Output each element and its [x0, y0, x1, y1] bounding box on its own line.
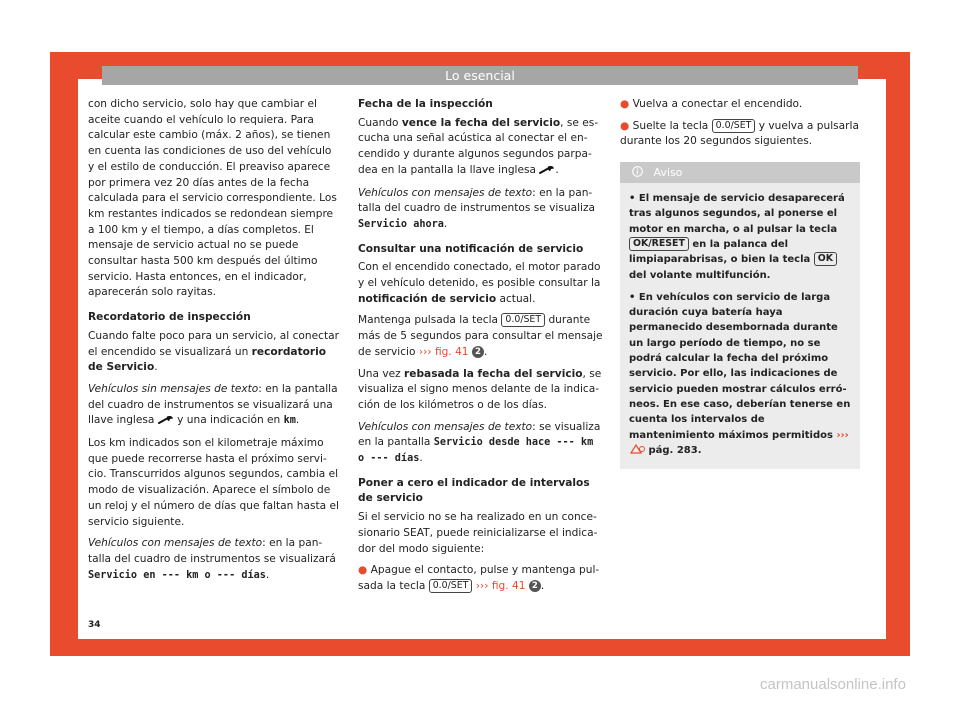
watermark: carmanualsonline.info: [760, 676, 906, 693]
column-2: [358, 97, 604, 601]
bullet-icon: ●: [620, 98, 630, 110]
section-title: Lo esencial: [445, 68, 515, 83]
bullet-icon: ●: [620, 119, 630, 132]
list-item: ● Apague el contacto, pulse y mantenga pulsada la tecla 0.0/SET ››› fig. 41 2 .: [358, 564, 600, 592]
column-3: [620, 97, 860, 469]
paragraph: con dicho servicio, solo hay que cambiar el aceite cuando el vehículo lo requiera. Para calcular este cambio (máx. 2 años), se tienen en cuenta las condiciones de uso del vehículo y el estilo de conducción. El preaviso aparece por primera vez 20 días antes de la fecha calculada para el servicio correspondiente. Los km restantes indicados se redondean siempre a 100 km y el tiempo, a días completos. El mensaje de servicio actual no se puede consultar hasta 500 km después del último servicio. Hasta entonces, en el indicador, aparecerán solo rayitas.: [88, 98, 337, 299]
heading-recordatorio: Recordatorio de inspección: [88, 311, 251, 324]
key-0-0-set: 0.0/SET: [429, 579, 473, 593]
figure-link[interactable]: fig. 41: [434, 345, 469, 358]
callout-number: 2: [472, 346, 484, 358]
list-item: • En vehículos con servicio de larga duración cuya batería haya permanecido desembornada durante un largo período de tiempo, no se podrá calcular la fecha del próximo servicio. Por ello, las indicaciones de servicio pueden mostrar cálculos erróneos. En ese caso, deberían tenerse en cuenta los intervalos de mantenimiento máximos permitidos ››› pág. 283.: [629, 291, 851, 456]
key-0-0-set: 0.0/SET: [712, 119, 756, 133]
paragraph: Vehículos con mensajes de texto: en la pantalla del cuadro de instrumentos se visualizará Servicio en --- km o --- días.: [88, 537, 336, 581]
paragraph: Vehículos sin mensajes de texto: en la pantalla del cuadro de instrumentos se visualizará una llave inglesa y una indicación en km.: [88, 382, 341, 430]
notice-body: [620, 183, 860, 469]
notice-header: [620, 162, 860, 183]
paragraph: Cuando falte poco para un servicio, al conectar el encendido se visualizará un recordatorio de Servicio.: [88, 329, 339, 374]
display-message: Servicio en --- km o --- días: [88, 569, 266, 581]
heading-fecha: Fecha de la inspección: [358, 98, 493, 110]
wrench-icon: [539, 164, 555, 180]
heading-poner-a-cero: Poner a cero el indicador de intervalos de servicio: [358, 476, 590, 505]
paragraph: Vehículos con mensajes de texto: se visualiza en la pantalla Servicio desde hace --- km o --- días.: [358, 420, 601, 465]
info-icon: [632, 166, 643, 179]
display-message: Servicio desde hace --- km o --- días: [358, 437, 594, 465]
km-indicator: km: [283, 415, 296, 427]
paragraph: Si el servicio no se ha realizado en un concesionario SEAT, puede reinicializarse el indicador del modo siguiente:: [358, 511, 598, 555]
heading-consultar: Consultar una notificación de servicio: [358, 242, 584, 255]
figure-link[interactable]: fig. 41: [491, 579, 526, 592]
paragraph: Con el encendido conectado, el motor parado y el vehículo detenido, es posible consultar la notificación de servicio actual.: [358, 261, 601, 305]
paragraph: Los km indicados son el kilometraje máximo que puede recorrerse hasta el próximo servicio. Transcurridos algunos segundos, cambia el modo de visualización. Aparece el símbolo de un reloj y el número de días que faltan hasta el servicio siguiente.: [88, 437, 339, 528]
paragraph: Cuando vence la fecha del servicio, se escucha una señal acústica al conectar el encendido y durante algunos segundos parpadea en la pantalla la llave inglesa .: [358, 116, 604, 180]
key-ok: OK: [814, 252, 837, 266]
display-message: Servicio ahora: [358, 218, 444, 230]
notice-box: [620, 162, 860, 469]
notice-title: Aviso: [653, 166, 683, 180]
callout-number: 2: [529, 580, 541, 592]
list-item: • El mensaje de servicio desaparecerá tras algunos segundos, al ponerse el motor en marcha, o al pulsar la tecla OK/RESET en la palanca del limpiaparabrisas, o bien la tecla OK del volante multifunción.: [629, 193, 845, 281]
column-1: [88, 97, 341, 589]
bullet-icon: ●: [358, 564, 368, 577]
page-link[interactable]: pág. 283: [648, 444, 698, 456]
paragraph: Vehículos con mensajes de texto: en la pantalla del cuadro de instrumentos se visualiza Servicio ahora.: [358, 186, 596, 230]
list-item: ● Suelte la tecla 0.0/SET y vuelva a pulsarla durante los 20 segundos siguientes.: [620, 119, 859, 148]
key-0-0-set: 0.0/SET: [501, 313, 545, 327]
paragraph: Una vez rebasada la fecha del servicio, se visualiza el signo menos delante de la indicación de los kilómetros o de los días.: [358, 367, 602, 411]
key-ok-reset: OK/RESET: [629, 237, 689, 251]
paragraph: Mantenga pulsada la tecla 0.0/SET durante más de 5 segundos para consultar el mensaje de servicio ››› fig. 41 2 .: [358, 314, 603, 358]
list-item: ● Vuelva a conectar el encendido.: [620, 98, 803, 110]
wrench-icon: [158, 414, 174, 430]
page-number: 34: [88, 620, 101, 630]
warning-icon: [629, 445, 645, 456]
